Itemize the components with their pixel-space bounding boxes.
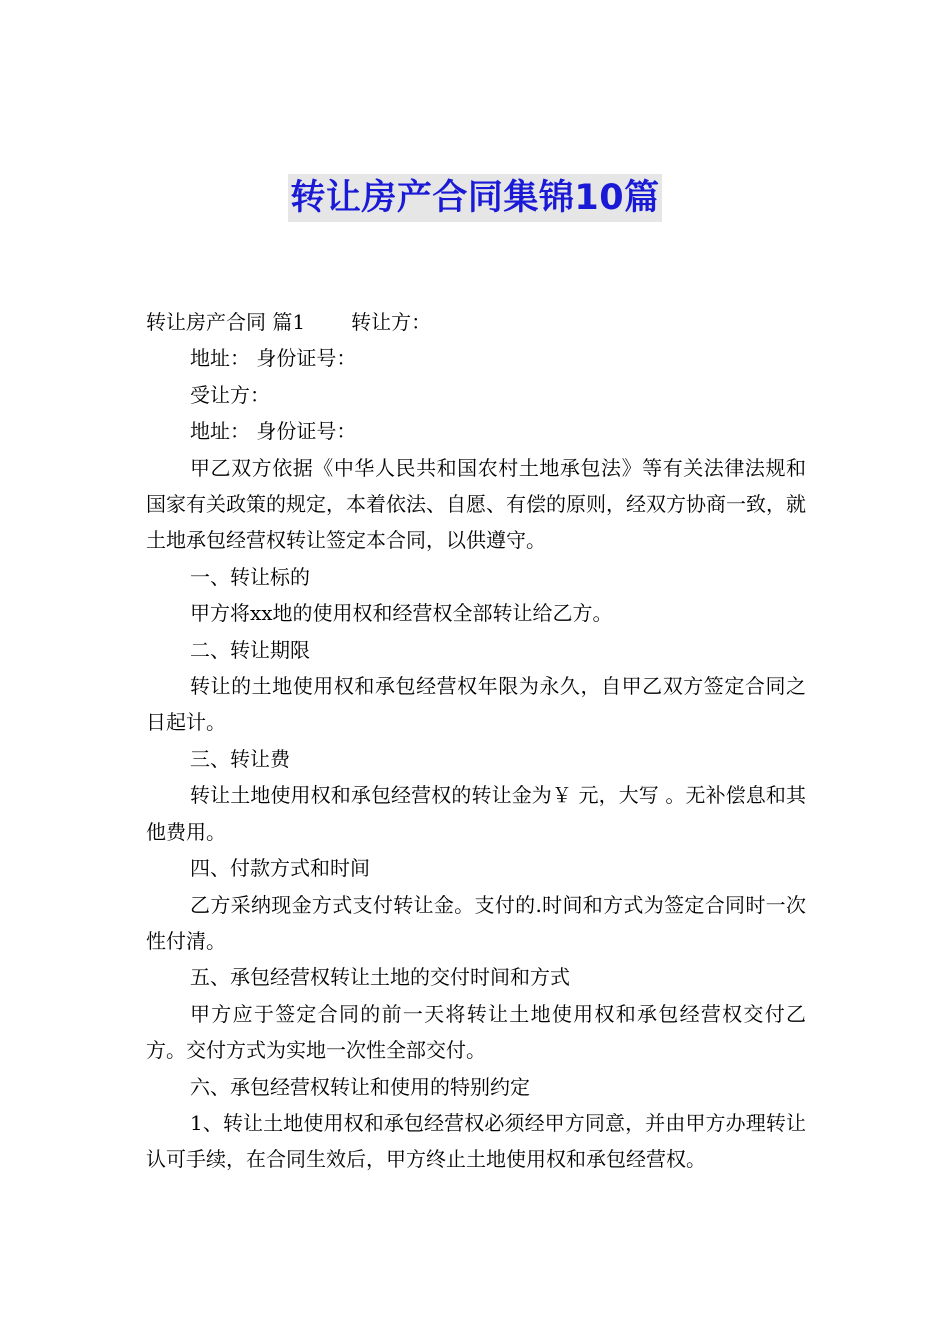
- clause-body-5: 甲方应于签定合同的前一天将转让土地使用权和承包经营权交付乙方。交付方式为实地一次性全部交付。: [146, 1001, 806, 1063]
- transferor-label: 转让方：: [351, 310, 432, 334]
- title-container: [0, 174, 950, 222]
- clause-body-1: 甲方将xx地的使用权和经营权全部转让给乙方。: [190, 601, 613, 626]
- paragraph-transferor-address: 地址： 身份证号：: [190, 346, 357, 371]
- section-heading-line: [146, 304, 806, 340]
- clause-heading-1: 一、转让标的: [190, 564, 310, 589]
- clause-heading-5: 五、承包经营权转让土地的交付时间和方式: [190, 965, 570, 990]
- paragraph-preamble: 甲乙双方依据《中华人民共和国农村土地承包法》等有关法律法规和国家有关政策的规定，本着依法、自愿、有偿的原则，经双方协商一致，就土地承包经营权转让签定本合同，以供遵守。: [146, 455, 806, 553]
- clause-body-4: 乙方采纳现金方式支付转让金。支付的.时间和方式为签定合同时一次性付清。: [146, 892, 806, 953]
- clause-body-2: 转让的土地使用权和承包经营权年限为永久，自甲乙双方签定合同之日起计。: [146, 674, 806, 735]
- document-title: 转让房产合同集锦10篇: [288, 174, 661, 222]
- paragraph-transferee-address: 地址： 身份证号：: [190, 419, 357, 444]
- document-body: [146, 304, 806, 1178]
- clause-heading-3: 三、转让费: [190, 746, 290, 771]
- clause-heading-2: 二、转让期限: [190, 637, 310, 662]
- clause-body-6-item-1: 1、转让土地使用权和承包经营权必须经甲方同意，并由甲方办理转让认可手续，在合同生效后，甲方终止土地使用权和承包经营权。: [146, 1110, 806, 1172]
- clause-heading-6: 六、承包经营权转让和使用的特别约定: [190, 1074, 530, 1099]
- contract-number-label: 转让房产合同 篇1: [146, 310, 306, 334]
- paragraph-transferee: 受让方：: [190, 382, 270, 407]
- clause-body-3: 转让土地使用权和承包经营权的转让金为￥ 元，大写 。无补偿息和其他费用。: [146, 783, 806, 844]
- clause-heading-4: 四、付款方式和时间: [190, 856, 370, 881]
